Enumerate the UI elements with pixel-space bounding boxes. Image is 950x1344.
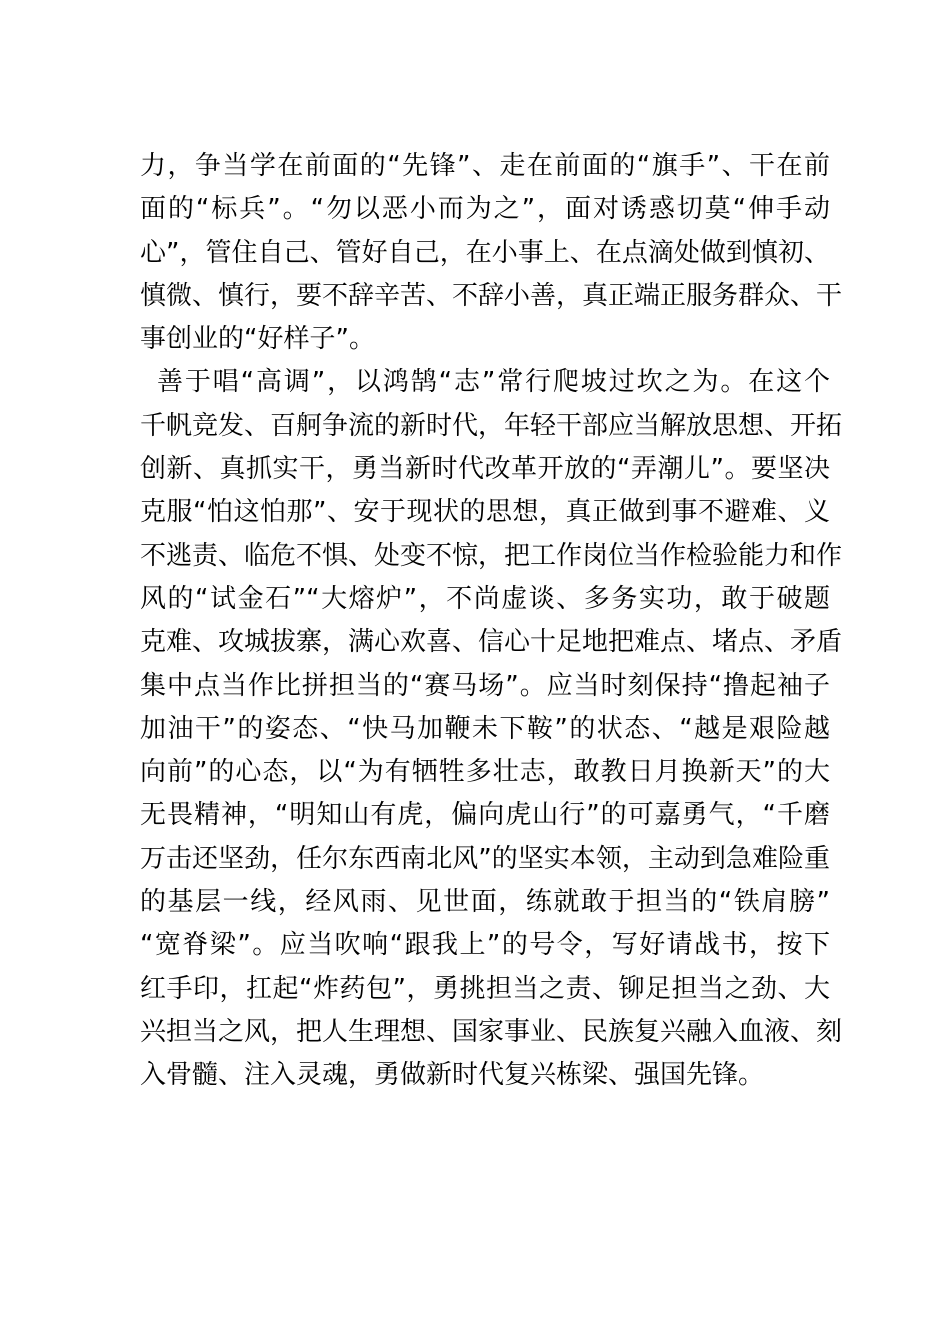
text-line: 风的“试金石”“大熔炉”，不尚虚谈、多务实功，敢于破题 [140, 583, 830, 614]
text-line: 创新、真抓实干，勇当新时代改革开放的“弄潮儿”。要坚决 [140, 454, 830, 485]
text-line: 面的“标兵”。“勿以恶小而为之”，面对诱惑切莫“伸手动 [140, 194, 830, 225]
text-line: 红手印，扛起“炸药包”，勇挑担当之责、铆足担当之劲、大 [140, 973, 830, 1004]
text-line: 集中点当作比拼担当的“赛马场”。应当时刻保持“撸起袖子 [140, 670, 830, 701]
text-line: 力，争当学在前面的“先锋”、走在前面的“旗手”、干在前 [140, 151, 830, 181]
text-line: 事创业的“好样子”。 [140, 324, 375, 355]
text-line: 入骨髓、注入灵魂，勇做新时代复兴栋梁、强国先锋。 [140, 1060, 765, 1091]
text-line: 向前”的心态，以“为有牺牲多壮志，敢教日月换新天”的大 [140, 757, 830, 788]
paragraph-1 [140, 145, 843, 361]
text-line: 善于唱“高调”，以鸿鹄“志”常行爬坡过坎之为。在这个 [157, 367, 830, 398]
text-line: 千帆竞发、百舸争流的新时代，年轻干部应当解放思想、开拓 [140, 410, 843, 441]
text-line: 不逃责、临危不惧、处变不惊，把工作岗位当作检验能力和作 [140, 540, 843, 571]
text-line: “宽脊梁”。应当吹响“跟我上”的号令，写好请战书，按下 [140, 930, 830, 961]
text-line: 加油干”的姿态、“快马加鞭未下鞍”的状态、“越是艰险越 [140, 713, 830, 744]
document-body [140, 145, 843, 1098]
text-line: 兴担当之风，把人生理想、国家事业、民族复兴融入血液、刻 [140, 1016, 843, 1047]
text-line: 慎微、慎行，要不辞辛苦、不辞小善，真正端正服务群众、干 [140, 280, 843, 311]
text-line: 的基层一线，经风雨、见世面，练就敢于担当的“铁肩膀” [140, 887, 830, 918]
text-line: 克服“怕这怕那”、安于现状的思想，真正做到事不避难、义 [140, 497, 830, 528]
paragraph-2 [140, 361, 843, 1097]
text-line: 无畏精神，“明知山有虎，偏向虎山行”的可嘉勇气，“千磨 [140, 800, 830, 831]
text-line: 克难、攻城拔寨，满心欢喜、信心十足地把难点、堵点、矛盾 [140, 627, 843, 658]
text-line: 万击还坚劲，任尔东西南北风”的坚实本领，主动到急难险重 [140, 843, 830, 874]
text-line: 心”，管住自己、管好自己，在小事上、在点滴处做到慎初、 [140, 237, 830, 268]
